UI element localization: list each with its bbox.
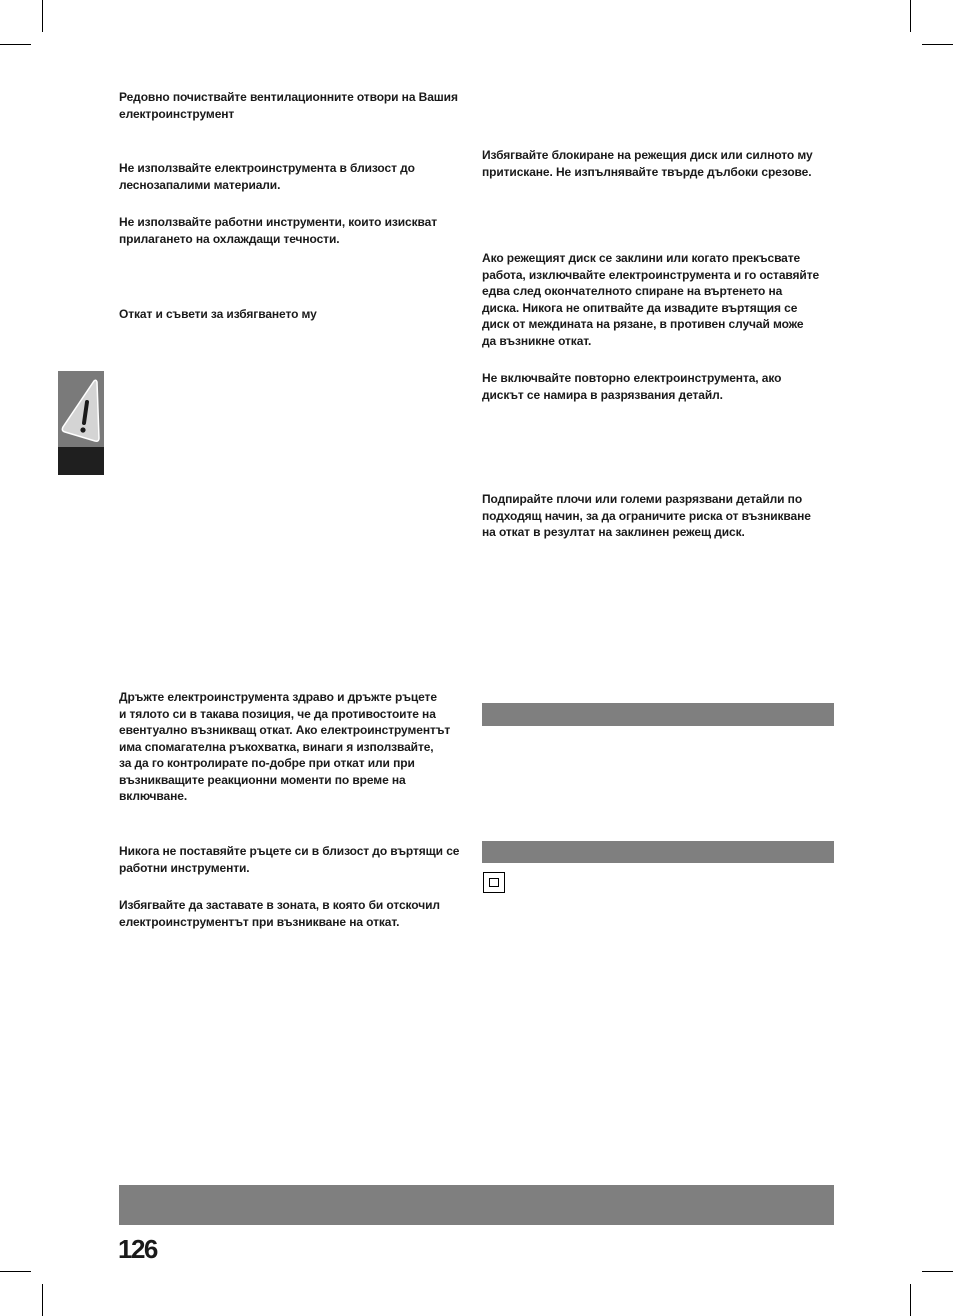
- crop-mark: [0, 44, 31, 45]
- section-header-bar: [482, 703, 834, 726]
- double-insulation-inner-square: [489, 878, 499, 887]
- crop-mark: [922, 1271, 953, 1272]
- double-insulation-icon: [483, 872, 505, 893]
- jammed-disc-paragraph: Ако режещият диск се заклини или когато прекъсвате работа, изключвайте електроинструмента и го оставяйте едва след окончателното спиране на въртенето на диска. Никога не опитвайте да извадите въртящия се диск от междината на рязане, в противен случай може да възникне откат.: [482, 251, 820, 348]
- crop-mark: [922, 44, 953, 45]
- warning-tab-dark-band: [58, 447, 104, 475]
- support-paragraph: Подпирайте плочи или големи разрязвани детайли по подходящ начин, за да ограничите риска от възникване на откат в резултат на заклинен режещ диск.: [482, 492, 811, 539]
- kickback-heading: Откат и съвети за избягването му: [119, 307, 317, 321]
- hold-tool-paragraph: Дръжте електроинструмента здраво и дръжте ръцете и тялото си в такава позиция, че да противостоите на евентуално възникващ откат. Ако електроинструментът има спомагателна ръкохватка, винаги я използвайте, за да го контролирате по-добре при откат или при възникващите реакционни моменти по време на включване.: [119, 690, 451, 803]
- kickback-zone-paragraph: Избягвайте да заставате в зоната, в която би отскочил електроинструментът при възникване на откат.: [119, 898, 440, 929]
- footer-bar: [119, 1185, 834, 1225]
- flammable-paragraph: Не използвайте електроинструмента в близост до леснозапалими материали.: [119, 161, 415, 192]
- restart-paragraph: Не включвайте повторно електроинструмента, ако дискът се намира в разрязвания детайл.: [482, 371, 782, 402]
- blocking-paragraph: Избягвайте блокиране на режещия диск или силното му притискане. Не изпълнявайте твърде дълбоки срезове.: [482, 148, 813, 179]
- warning-tab: [58, 371, 104, 475]
- crop-mark: [910, 0, 911, 32]
- coolant-paragraph: Не използвайте работни инструменти, които изискват прилагането на охлаждащи течности.: [119, 215, 438, 246]
- page-number: 126: [118, 1234, 157, 1264]
- section-header-bar: [482, 841, 834, 863]
- crop-mark: [0, 1271, 31, 1272]
- ventilation-paragraph: Редовно почиствайте вентилационните отвори на Вашия електроинструмент: [119, 90, 458, 121]
- crop-mark: [910, 1284, 911, 1316]
- warning-triangle-icon: [58, 371, 104, 451]
- crop-mark: [42, 1284, 43, 1316]
- hands-paragraph: Никога не поставяйте ръцете си в близост до въртящи се работни инструменти.: [119, 844, 460, 875]
- crop-mark: [42, 0, 43, 32]
